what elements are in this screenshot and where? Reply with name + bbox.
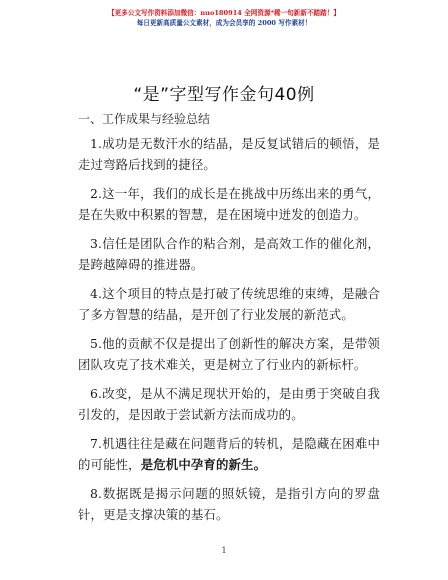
list-item: 3.信任是团队合作的粘合剂，是高效工作的催化剂，是跨越障碍的推进器。 [78, 236, 380, 272]
item-list [78, 134, 380, 534]
list-item: 2.这一年，我们的成长是在挑战中历练出来的勇气，是在失败中积累的智慧，是在困境中迸发的创造力。 [78, 186, 380, 222]
promo-banner [0, 8, 448, 28]
promo-banner-line-1: 【更多公文写作资料添加微信：nuo180914 全网资源*稀一旬新新不踏踏！】 [108, 9, 340, 17]
list-item-text: 7.机遇往往是藏在问题背后的转机，是隐藏在困难中的可能性， [78, 436, 380, 472]
list-item: 6.改变，是从不满足现状开始的，是由勇于突破自我引发的，是因敢于尝试新方法而成功的。 [78, 386, 380, 422]
list-item: 4.这个项目的特点是打破了传统思维的束缚，是融合了多方智慧的结晶，是开创了行业发展的新范式。 [78, 286, 380, 322]
list-item-bold-text: 是危机中孕育的新生。 [140, 456, 267, 472]
list-item [78, 434, 380, 475]
list-item: 5.他的贡献不仅是提出了创新性的解决方案，是带领团队攻克了技术难关，更是树立了行业内的新标杆。 [78, 336, 380, 372]
document-title: “是”字型写作金句40例 [133, 85, 315, 105]
section-heading: 一、工作成果与经验总结 [78, 112, 211, 126]
page-number: 1 [221, 546, 227, 555]
promo-banner-line-2: 每日更新高质量公文素材，成为会员享的 2000 写作素材！ [136, 19, 312, 27]
list-item: 1.成功是无数汗水的结晶，是反复试错后的顿悟，是走过弯路后找到的捷径。 [78, 136, 380, 172]
list-item: 8.数据既是揭示问题的照妖镜，是指引方向的罗盘针，更是支撑决策的基石。 [78, 486, 380, 522]
